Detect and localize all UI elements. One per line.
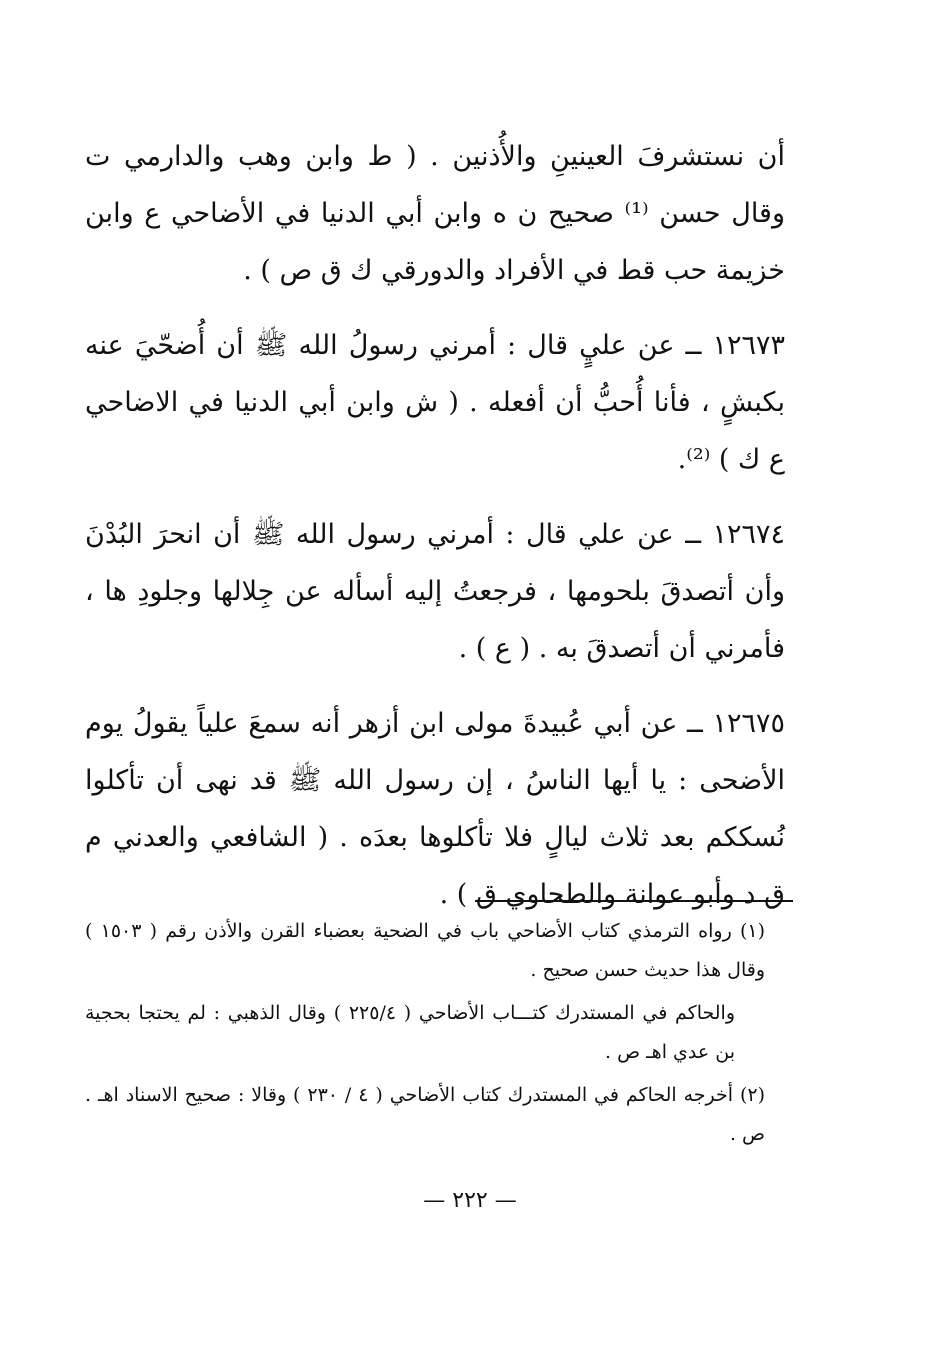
hadith-12675: ١٢٦٧٥ ــ عن أبي عُبيدةَ مولى ابن أزهر أنه سمعَ علياً يقولُ يوم الأضحى : يا أيها الناسُ ، إن رسول الله ﷺ قد نهى أن تأكلوا نُسككم بعد ثلاث ليالٍ فلا تأكلوها بعدَه . ( الشافعي والعدني م ق د وأبو عوانة والطحاوي ق ) . (85, 708, 785, 910)
footnote-divider (475, 900, 793, 902)
hadith-12673: ١٢٦٧٣ ــ عن عليٍ قال : أمرني رسولُ الله ﷺ أن أُضحّيَ عنه بكبشٍ ، فأنا أُحبُّ أن أفعله . ( ش وابن أبي الدنيا في الاضاحي ع ك ) ⁽²⁾. (85, 330, 785, 475)
hadith-12674: ١٢٦٧٤ ــ عن علي قال : أمرني رسول الله ﷺ أن انحرَ البُدْنَ وأن أتصدقَ بلحومها ، فرجعتُ إليه أسأله عن جِلالها وجلودِ ها ، فأمرني أن أتصدقَ به . ( ع ) . (85, 519, 785, 664)
footnote-2: (٢) أخرجه الحاكم في المستدرك كتاب الأضاحي ( ٤ / ٢٣٠ ) وقالا : صحيح الاسناد اهـ . ص . (85, 1084, 766, 1145)
paragraph-continuation: أن نستشرفَ العينينِ والأُذنين . ( ط وابن وهب والدارمي ت وقال حسن ⁽¹⁾ صحيح ن ه وابن أبي الدنيا في الأضاحي ع وابن خزيمة حب قط في الأفراد والدورقي ك ق ص ) . (85, 141, 785, 286)
page-number: — ٢٢٢ — (423, 1188, 517, 1213)
main-text-block (85, 128, 785, 923)
footnote-1: (١) رواه الترمذي كتاب الأضاحي باب في الضحية بعضباء القرن والأذن رقم ( ١٥٠٣ ) وقال هذا حديث حسن صحيح . (85, 920, 766, 981)
footnote-1-continuation: والحاكم في المستدرك كتـــاب الأضاحي ( ٢٢٥/٤ ) وقال الذهبي : لم يحتجا بحجية بن عدي اهـ ص . (85, 1002, 735, 1063)
footnotes-block (85, 912, 765, 1158)
